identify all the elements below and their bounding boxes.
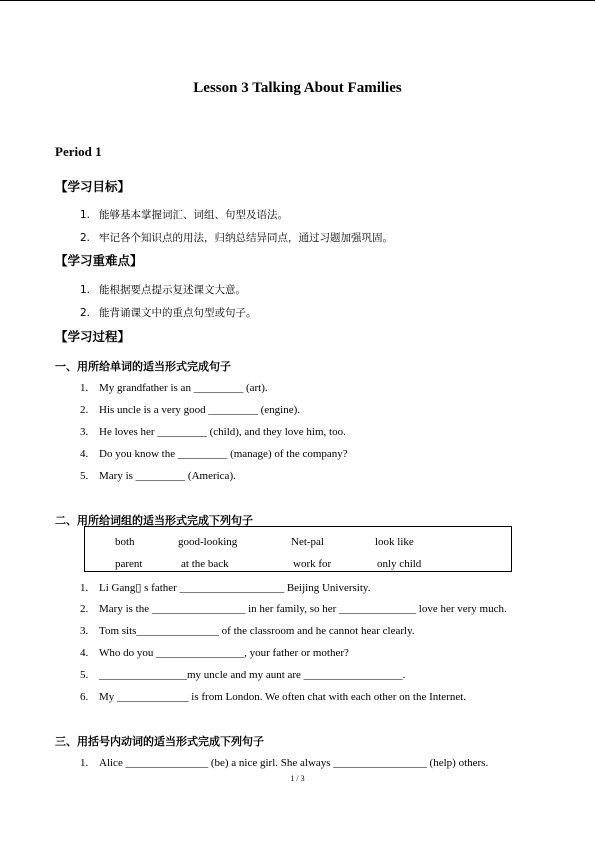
section1-question: 3. He loves her _________ (child), and they love him, too. (80, 426, 346, 438)
key-points-heading: 【学习重难点】 (55, 253, 143, 268)
word-box (84, 526, 512, 572)
objective-item: 2. 牢记各个知识点的用法，归纳总结异同点，通过习题加强巩固。 (80, 232, 393, 244)
word-box-item: look like (375, 536, 414, 548)
section2-question: 2. Mary is the _________________ in her family, so her ______________ love her very much. (80, 603, 507, 615)
word-box-item: only child (377, 558, 422, 570)
page-number: 1 / 3 (290, 774, 305, 783)
section2-question: 6. My _____________ is from London. We often chat with each other on the Internet. (80, 691, 467, 703)
section1-question: 1. My grandfather is an _________ (art). (80, 382, 268, 394)
document-title: Lesson 3 Talking About Families (193, 80, 402, 96)
section1-question: 5. Mary is _________ (America). (80, 470, 236, 482)
period-label: Period 1 (55, 144, 102, 159)
page-top-border (0, 0, 595, 1)
section2-question: 4. Who do you ________________, your father or mother? (80, 647, 349, 659)
section1-question: 4. Do you know the _________ (manage) of the company? (80, 448, 348, 460)
word-box-item: work for (293, 558, 332, 570)
word-box-item: at the back (181, 558, 229, 570)
section1-title: 一、用所给单词的适当形式完成句子 (55, 360, 231, 373)
section2-title: 二、用所给词组的适当形式完成下列句子 (55, 514, 253, 527)
section3-title: 三、用括号内动词的适当形式完成下列句子 (55, 735, 264, 748)
section1-question: 2. His uncle is a very good _________ (engine). (80, 404, 301, 416)
word-box-item: both (115, 536, 135, 548)
process-heading: 【学习过程】 (55, 329, 131, 344)
section2-question: 5. ________________my uncle and my aunt are __________________. (80, 669, 406, 681)
key-point-item: 2. 能背诵课文中的重点句型或句子。 (80, 307, 257, 319)
word-box-item: good-looking (178, 536, 238, 548)
section3-question: 1. Alice _______________ (be) a nice girl. She always _________________ (help) others. (80, 757, 489, 769)
word-box-item: parent (115, 558, 143, 570)
key-point-item: 1. 能根据要点提示复述课文大意。 (80, 284, 246, 296)
section2-question: 3. Tom sits_______________ of the classroom and he cannot hear clearly. (80, 625, 415, 637)
objectives-heading: 【学习目标】 (55, 179, 131, 194)
section2-question: 1. Li Gang▯ s father ___________________ Beijing University. (80, 582, 371, 594)
objective-item: 1. 能够基本掌握词汇、词组、句型及语法。 (80, 209, 288, 221)
word-box-item: Net-pal (291, 536, 324, 548)
